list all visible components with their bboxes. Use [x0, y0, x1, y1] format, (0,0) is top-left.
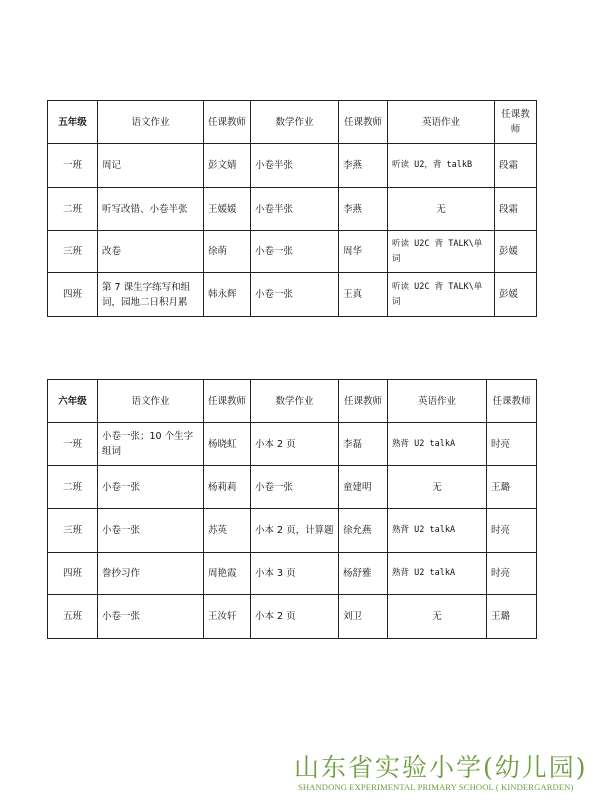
- english-homework: 熟背 U2 talkA: [388, 553, 487, 595]
- chinese-teacher: 王汝轩: [204, 595, 251, 639]
- math-homework-header: 数学作业: [251, 380, 339, 423]
- english-teacher: 时亮: [487, 509, 537, 553]
- math-teacher: 杨舒雅: [339, 553, 388, 595]
- chinese-homework: 改卷: [98, 231, 204, 273]
- english-teacher: 彭媛: [495, 231, 537, 273]
- chinese-teacher: 杨莉莉: [204, 466, 251, 509]
- teacher-header: 任课教师: [339, 380, 388, 423]
- grade-label: 五年级: [48, 101, 98, 144]
- chinese-teacher: 苏英: [204, 509, 251, 553]
- school-footer-logo: [290, 748, 590, 798]
- school-name-english: SHANDONG EXPERIMENTAL PRIMARY SCHOOL ( KINDERGARDEN): [298, 782, 574, 792]
- english-homework: 无: [388, 466, 487, 509]
- math-homework: 小卷一张: [251, 273, 339, 317]
- teacher-header: 任课教师: [339, 101, 388, 144]
- class-name: 三班: [48, 509, 98, 553]
- chinese-teacher: 周艳霞: [204, 553, 251, 595]
- chinese-teacher: 王媛媛: [204, 188, 251, 231]
- english-teacher: 段霜: [495, 144, 537, 188]
- math-teacher: 徐允燕: [339, 509, 388, 553]
- math-homework: 小卷半张: [251, 188, 339, 231]
- chinese-homework: 小卷一张: [98, 509, 204, 553]
- chinese-homework: 小卷一张: [98, 466, 204, 509]
- math-homework: 小卷半张: [251, 144, 339, 188]
- english-homework: 无: [388, 188, 495, 231]
- table-row: [48, 188, 537, 231]
- school-name-chinese: 山东省实验小学(幼儿园): [294, 753, 588, 782]
- english-homework: 熟背 U2 talkA: [388, 509, 487, 553]
- math-homework: 小卷一张: [251, 231, 339, 273]
- class-name: 四班: [48, 273, 98, 317]
- teacher-header: 任课教师: [487, 380, 537, 423]
- english-teacher: 彭媛: [495, 273, 537, 317]
- math-teacher: 王真: [339, 273, 388, 317]
- math-teacher: 刘卫: [339, 595, 388, 639]
- chinese-homework-header: 语文作业: [98, 380, 204, 423]
- english-homework-header: 英语作业: [388, 101, 495, 144]
- chinese-teacher: 杨晓虹: [204, 423, 251, 466]
- table-header-row: [48, 380, 537, 423]
- class-name: 五班: [48, 595, 98, 639]
- english-homework-header: 英语作业: [388, 380, 487, 423]
- chinese-teacher: 韩永辉: [204, 273, 251, 317]
- english-teacher: 时亮: [487, 553, 537, 595]
- grade5-homework-table: [47, 100, 537, 317]
- chinese-homework: 小卷一张；10 个生字组词: [98, 423, 204, 466]
- math-teacher: 李燕: [339, 144, 388, 188]
- math-homework: 小本 2 页，计算题: [251, 509, 339, 553]
- english-homework: 熟背 U2 talkA: [388, 423, 487, 466]
- table-row: [48, 553, 537, 595]
- table-row: [48, 144, 537, 188]
- class-name: 一班: [48, 423, 98, 466]
- table-row: [48, 509, 537, 553]
- chinese-homework: 小卷一张: [98, 595, 204, 639]
- chinese-homework: 第 7 课生字练写和组词，园地二日积月累: [98, 273, 204, 317]
- chinese-homework: 周记: [98, 144, 204, 188]
- table-row: [48, 231, 537, 273]
- class-name: 二班: [48, 466, 98, 509]
- math-homework: 小本 2 页: [251, 423, 339, 466]
- english-teacher: 时亮: [487, 423, 537, 466]
- math-homework-header: 数学作业: [251, 101, 339, 144]
- class-name: 一班: [48, 144, 98, 188]
- english-teacher: 段霜: [495, 188, 537, 231]
- grade-label: 六年级: [48, 380, 98, 423]
- english-teacher: 王璐: [487, 595, 537, 639]
- english-homework: 听读 U2C 背 TALK\单词: [388, 231, 495, 273]
- table-row: [48, 595, 537, 639]
- english-homework: 听读 U2C 背 TALK\单词: [388, 273, 495, 317]
- english-homework: 听读 U2，背 talkB: [388, 144, 495, 188]
- chinese-teacher: 徐萌: [204, 231, 251, 273]
- english-teacher: 王璐: [487, 466, 537, 509]
- teacher-header: 任课教师: [495, 101, 537, 144]
- teacher-header: 任课教师: [204, 101, 251, 144]
- english-homework: 无: [388, 595, 487, 639]
- table-row: [48, 466, 537, 509]
- table-header-row: [48, 101, 537, 144]
- math-homework: 小本 2 页: [251, 595, 339, 639]
- class-name: 四班: [48, 553, 98, 595]
- class-name: 三班: [48, 231, 98, 273]
- chinese-homework-header: 语文作业: [98, 101, 204, 144]
- math-teacher: 李磊: [339, 423, 388, 466]
- chinese-homework: 听写改错、小卷半张: [98, 188, 204, 231]
- math-teacher: 童建明: [339, 466, 388, 509]
- class-name: 二班: [48, 188, 98, 231]
- chinese-teacher: 彭文婧: [204, 144, 251, 188]
- table-row: [48, 273, 537, 317]
- math-homework: 小卷一张: [251, 466, 339, 509]
- math-homework: 小本 3 页: [251, 553, 339, 595]
- math-teacher: 周华: [339, 231, 388, 273]
- table-row: [48, 423, 537, 466]
- math-teacher: 李燕: [339, 188, 388, 231]
- teacher-header: 任课教师: [204, 380, 251, 423]
- grade6-homework-table: [47, 379, 537, 639]
- chinese-homework: 誊抄习作: [98, 553, 204, 595]
